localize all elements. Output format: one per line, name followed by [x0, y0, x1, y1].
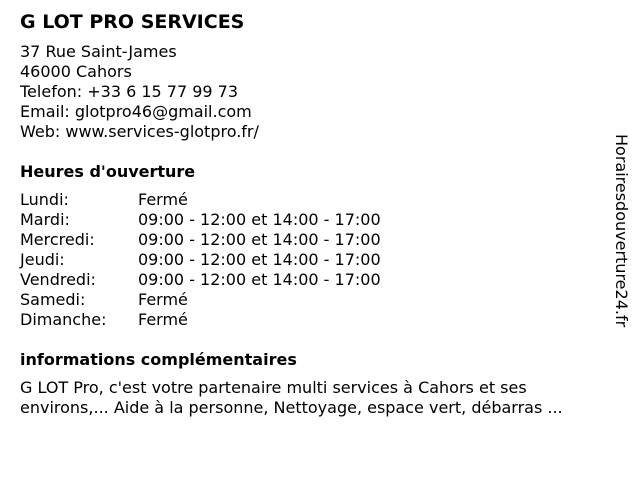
business-card: [20, 10, 620, 418]
hours-day: Mardi:: [20, 210, 70, 229]
opening-hours-heading: Heures d'ouverture: [20, 162, 196, 181]
hours-row-thursday: [20, 250, 620, 270]
address-line-city: 46000 Cahors: [20, 62, 132, 81]
hours-day: Vendredi:: [20, 270, 96, 289]
additional-info-heading: informations complémentaires: [20, 350, 297, 369]
address-line-street: 37 Rue Saint-James: [20, 42, 177, 61]
hours-value: 09:00 - 12:00 et 14:00 - 17:00: [138, 230, 381, 249]
opening-hours-table: [20, 190, 620, 330]
hours-value: 09:00 - 12:00 et 14:00 - 17:00: [138, 210, 381, 229]
hours-value: 09:00 - 12:00 et 14:00 - 17:00: [138, 270, 381, 289]
hours-row-sunday: [20, 310, 620, 330]
hours-value: Fermé: [138, 310, 188, 329]
hours-day: Mercredi:: [20, 230, 95, 249]
hours-day: Samedi:: [20, 290, 86, 309]
hours-day: Dimanche:: [20, 310, 107, 329]
phone-number: Telefon: +33 6 15 77 99 73: [20, 82, 239, 101]
hours-row-friday: [20, 270, 620, 290]
email-address: Email: glotpro46@gmail.com: [20, 102, 252, 121]
hours-value: 09:00 - 12:00 et 14:00 - 17:00: [138, 250, 381, 269]
hours-value: Fermé: [138, 290, 188, 309]
hours-row-saturday: [20, 290, 620, 310]
business-name: G LOT PRO SERVICES: [20, 11, 245, 33]
hours-day: Lundi:: [20, 190, 69, 209]
hours-row-monday: [20, 190, 620, 210]
hours-day: Jeudi:: [20, 250, 65, 269]
site-watermark: Horairesdouverture24.fr: [612, 134, 631, 328]
additional-info-text: G LOT Pro, c'est votre partenaire multi services à Cahors et ses environs,... Aide à la personne, Nettoyage, espace vert, débarras ...: [20, 378, 563, 417]
hours-value: Fermé: [138, 190, 188, 209]
hours-row-wednesday: [20, 230, 620, 250]
hours-row-tuesday: [20, 210, 620, 230]
website-url: Web: www.services-glotpro.fr/: [20, 122, 259, 141]
